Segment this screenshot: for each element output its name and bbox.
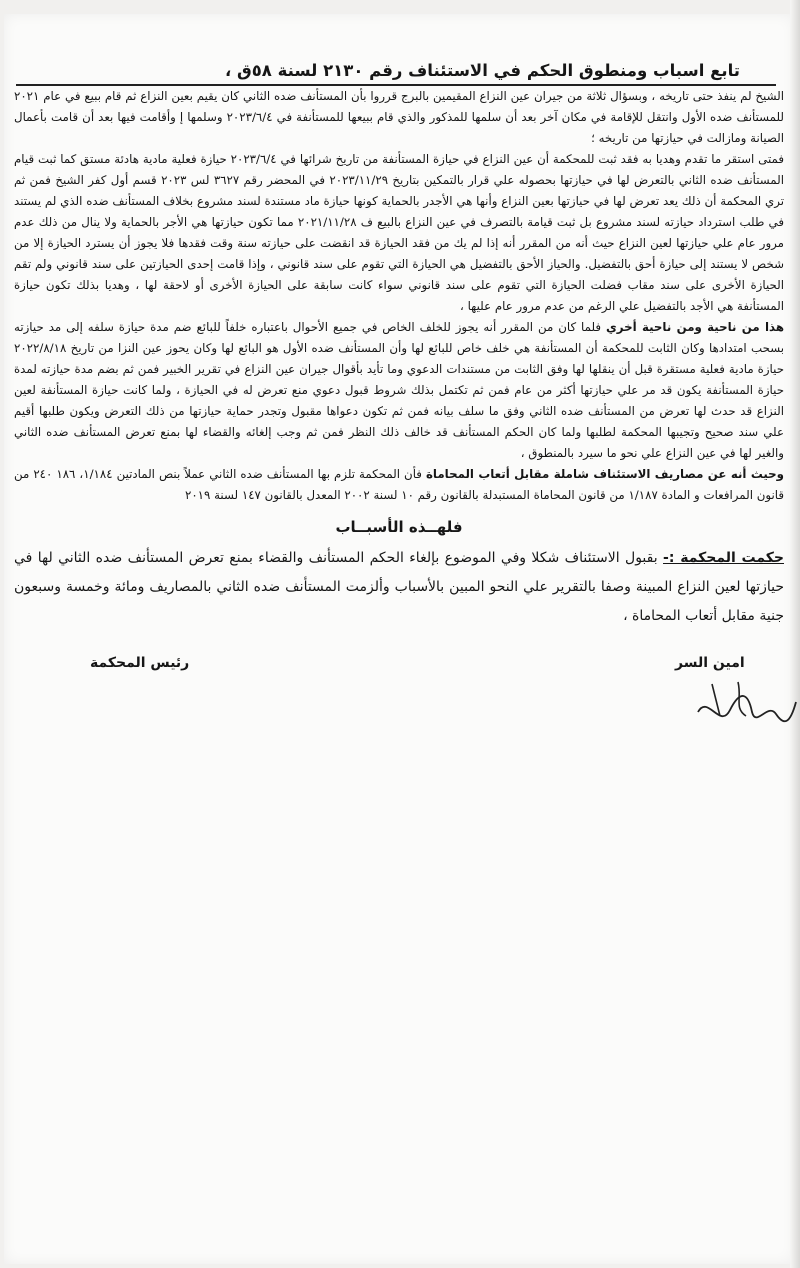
ruling-lead: حكمت المحكمة :-	[663, 550, 784, 566]
ruling-paragraph	[14, 544, 784, 631]
paragraph-4	[14, 464, 784, 506]
scan-edge	[790, 0, 800, 1268]
clerk-signature-label: امين السر	[675, 655, 745, 671]
paragraph-2: فمتى استقر ما تقدم وهديا به فقد ثبت للمحكمة أن عين النزاع في حيازة المستأنفة من تاريخ شرائها في ٢٠٢٣/٦/٤ حيازة فعلية مادية هادئة مستق كما ثبت قيام المستأنف ضده الثاني بالتعرض لها في حيازتها بحصوله علي قرار بالتمكين بتاريخ ٢٠٢٣/١١/٢٩ في المحضر رقم ٣٦٢٧ لس ٢٠٢٣ قسم أول كفر الشيخ فمن ثم تري المحكمة أن ذلك يعد تعرض لها في حيازتها بعين النزاع وأنها هي الأجدر بالحماية كونها حيازة ماد مستندة لسند مشروع بخلاف المستأنف ضده الذي لم يستند في طلب استرداد حيازته لسند مشروع بل ثبت قيامة بالتصرف في عين النزاع بالبيع ف ٢٠٢١/١١/٢٨ مما تكون حيازتها هي الأجر بالحماية ولا ينال من ذلك عدم مرور عام علي حيازتها لعين النزاع حيث أنه من المقرر أنه إذا لم يك من فقد الحيازة قد انقضت على حيازته سنة وقت فقدها فلا يجوز أن يسترد الحيازة إلا من شخص لا يستند إلى حيازة أحق بالتفضيل. والحياز الأحق بالتفضيل هي الحيازة التي تقوم على سند قانوني ، وإذا قامت إحدى الحيازتين على سند قانوني ولم تقم الحيازة الأخرى على سند مقاب فضلت الحيازة التي تقوم على سند قانوني سواء كانت سابقة على الحيازة الأخرى أو لاحقة لها ، وهديا بذلك تكون حيازة المستأنفة هي الأجد بالتفضيل علي الرغم من عدم مرور عام عليها ،	[14, 152, 785, 313]
judge-signature-label: رئيس المحكمة	[90, 655, 190, 671]
paragraph-4-text: فأن المحكمة تلزم بها المستأنف ضده الثاني عملاً بنص المادتين ١/١٨٤، ١٨٦ ٢٤٠ من قانون المرافعات و المادة ١/١٨٧ من قانون المحاماة المستبدلة بالقانون رقم ١٠ لسنة ٢٠٠٢ المعدل بالقانون ١٤٧ لسنة ٢٠١٩	[14, 467, 784, 502]
paragraph-3	[14, 317, 784, 464]
ruling-text: بقبول الاستئناف شكلا وفي الموضوع بإلغاء الحكم المستأنف والقضاء بمنع تعرض المستأنف ضده الثاني لها في حيازتها لعين النزاع المبينة وصفا بالتقرير علي النحو المبين بالأسباب وألزمت المستأنف ضده الثاني بالمصاريف ومائة وخمسة وسبعون جنية مقابل أتعاب المحاماة ،	[14, 550, 784, 624]
paragraph-3-text: فلما كان من المقرر أنه يجوز للخلف الخاص في جميع الأحوال باعتباره خلفاً للبائع ضم مدة حيازة سلفه إلى مد حيازته بسحب امتدادها وكان الثابت للمحكمة أن المستأنفة هي خلف خاص للبائع لها وأن المستأنف ضده الأول هو البائع لها وكان يحوز عين النزا من تاريخ ٢٠٢٢/٨/١٨ حيازة مادية فعلية مستقرة قبل أن ينقلها لها وفق الثابت من مستندات الدعوي وما تأيد بأقوال جيران عين النزاع في تقرير الخبير فمن ثم بضم مدة حيازته لمدة حيازة المستأنفة يكون قد مر علي حيازتها أكثر من عام فمن ثم تكتمل بذلك شروط قبول دعوي منع تعرض له في الحيازة ، ولما كانت حيازة المستأنفة لعين النزاع قد حدث لها تعرض من المستأنف ضده الثاني وفق ما سلف بيانه فمن ثم تكون دعواها مقبول وتجدر حماية حيازتها من ذلك التعرض ويكون طلبها أقيم علي سند صحيح وتجيبها المحكمة لطلبها ولما كان الحكم المستأنف قد خالف ذلك النظر فمن ثم وجب إلغائه والقضاء لها بمنع تعرض المستأنف ضده الثاني والغير لها في عين النزاع علي نحو ما سيرد بالمنطوق ،	[14, 320, 784, 460]
document-title: تابع اسباب ومنطوق الحكم في الاستئناف رقم ٢١٣٠ لسنة ٥٨ق ،	[224, 61, 740, 80]
handwritten-signature	[690, 672, 800, 742]
paragraph-1: الشيخ لم ينفذ حتى تاريخه ، وبسؤال ثلاثة من جيران عين النزاع المقيمين بالبرج قرروا بأن المستأنف ضده الثاني كان يقيم بعين النزاع ثم قام ببيع في عام ٢٠٢١ للمستأنف ضده الأول وانتقل للإقامة في مكان آخر بعد أن سلمها للمذكور والذي قام ببيعها للمستأنفة في ٢٠٢٣/٦/٤ وسلمها إ وأقامت فيها بعد أن قامت بأعمال الصيانة ومازالت في حيازتها من تاريخه ؛	[14, 89, 784, 145]
section-heading: فلهــذه الأسبــاب	[335, 518, 463, 536]
paragraph-4-lead: وحيث أنه عن مصاريف الاستئناف شاملة مقابل أتعاب المحاماة	[425, 467, 784, 481]
paragraph-3-lead: هذا من ناحية ومن ناحية أخري	[605, 320, 784, 334]
judgment-body	[14, 54, 784, 631]
